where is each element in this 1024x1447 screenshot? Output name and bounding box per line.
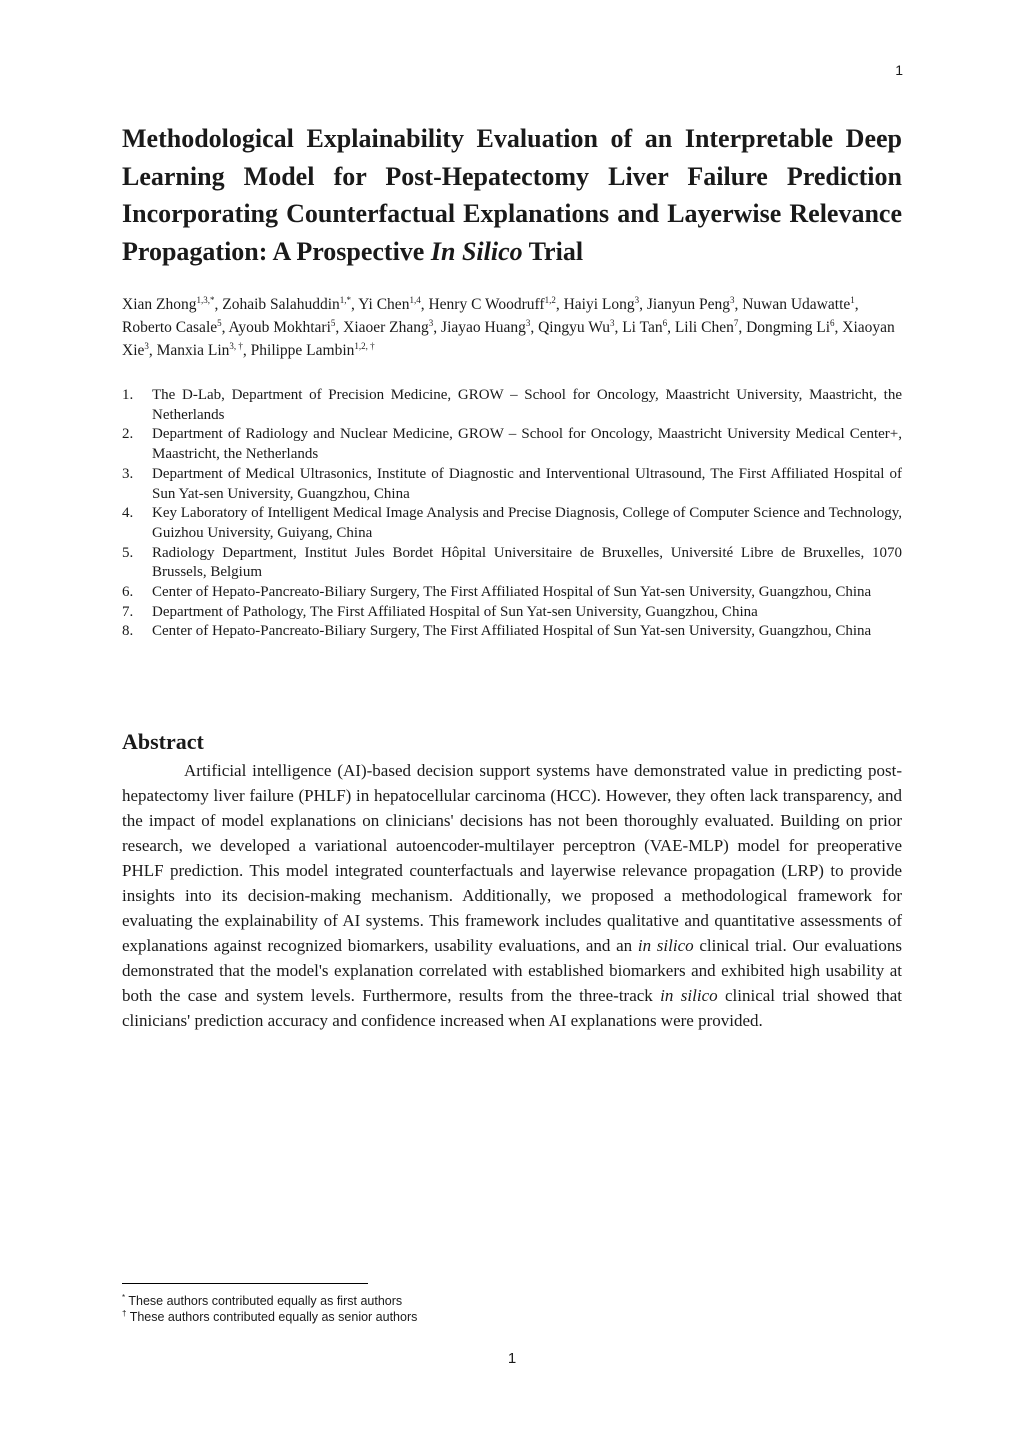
author-affiliation-marker: 5 (330, 317, 336, 328)
author-name: Manxia Lin (156, 342, 230, 359)
affiliation-number: 2. (122, 426, 134, 443)
author-affiliation-marker: 5 (217, 317, 222, 328)
author-affiliation-marker: 1,3,* (196, 294, 215, 305)
author-affiliation-marker: 3 (428, 317, 434, 328)
affiliation-number: 7. (122, 603, 134, 620)
author-affiliation-marker: 6 (830, 317, 835, 328)
author-list: Xian Zhong$^{1,3,*}$, Zohaib Salahuddin$^{1,*}$, Yi Chen$^{1,4}$, Henry C Woodruff$^{1,2}$, Haiyi Long$^3$, Jianyun Peng$^3$, Nuwan Udawatte$^1$, Roberto Casale$^5$, Ayoub Mokhtari$^5$, Xiaoer Zhang$^3$, Jiayao Huang$^3$, Qingyu Wu$^3$, Li Tan$^6$, Lili Chen$^7$, Dongming Li$^6$, Xiaoyan Xie$^3$, Manxia Lin$^{3, \dagger}$, Philippe Lambin$^{1,2, \dagger}$ (122, 294, 895, 359)
author-name: Haiyi Long (563, 296, 635, 313)
footer-page-number: 1 (507, 1350, 517, 1367)
author (157, 342, 243, 359)
author-affiliation-marker: 1,* (339, 294, 352, 305)
author-name: Yi Chen (358, 296, 410, 313)
author (647, 296, 735, 313)
affiliation-item (122, 603, 902, 623)
author-name: Henry C Woodruff (428, 296, 545, 313)
footnote-mark: † (122, 1308, 127, 1318)
affiliation-item (122, 465, 902, 504)
abstract-heading: Abstract (122, 729, 204, 754)
affiliation-number: 6. (122, 584, 134, 601)
abstract-body (122, 758, 902, 1033)
author (441, 319, 530, 336)
author-affiliation-marker: 1 (850, 294, 855, 305)
author (746, 319, 834, 336)
author (428, 296, 555, 313)
affiliation-number: 4. (122, 505, 134, 522)
footnote-divider (122, 1283, 368, 1284)
author-affiliation-marker: 1,2 (544, 294, 556, 305)
affiliation-item (122, 622, 902, 642)
author (122, 296, 214, 313)
author-name: Roberto Casale (122, 319, 218, 336)
author-name: Zohaib Salahuddin (222, 296, 340, 313)
abstract-text-3: clinical trial showed that clinicians' prediction accuracy and confidence increased when AI explanations were provided. (122, 986, 902, 1030)
author-name: Qingyu Wu (538, 319, 610, 336)
footnotes (122, 1293, 417, 1325)
footnote-text: These authors contributed equally as first authors (125, 1294, 403, 1308)
author-name: Nuwan Udawatte (742, 296, 851, 313)
affiliation-item (122, 544, 902, 583)
affiliation-text: Department of Radiology and Nuclear Medicine, GROW – School for Oncology, Maastricht University Medical Center+, Maastricht, the Netherlands (152, 426, 902, 463)
affiliation-text: Key Laboratory of Intelligent Medical Image Analysis and Precise Diagnosis, College of Computer Science and Technology, Guizhou University, Guiyang, China (152, 505, 902, 541)
abstract-italic-1: in silico (637, 936, 694, 955)
author-affiliation-marker: 3, † (229, 340, 243, 351)
author (564, 296, 640, 313)
header-page-number: 1 (895, 62, 903, 78)
affiliation-list (122, 386, 902, 642)
author-affiliation-marker: 3 (609, 317, 615, 328)
paper-title (122, 120, 902, 270)
affiliation-item (122, 583, 902, 603)
author-name: Lili Chen (674, 319, 734, 336)
author (122, 319, 222, 336)
author-name: Xiaoer Zhang (343, 319, 429, 336)
author (742, 296, 855, 313)
author (251, 342, 375, 359)
author-name: Xian Zhong (122, 296, 197, 313)
author-affiliation-marker: 3 (144, 340, 149, 351)
affiliation-text: Center of Hepato-Pancreato-Biliary Surgery, The First Affiliated Hospital of Sun Yat-sen University, Guangzhou, China (152, 584, 872, 601)
affiliation-item (122, 504, 902, 543)
abstract-italic-2: in silico (660, 986, 718, 1005)
author-name: Dongming Li (746, 319, 831, 336)
author-affiliation-marker: 3 (729, 294, 735, 305)
affiliation-item (122, 425, 902, 464)
affiliation-text: Radiology Department, Institut Jules Bordet Hôpital Universitaire de Bruxelles, Université Libre de Bruxelles, 1070 Brussels, Belgium (152, 544, 902, 581)
title-italic: In Silico (430, 236, 523, 266)
author (229, 319, 336, 336)
footnote (122, 1309, 417, 1325)
affiliation-text: Center of Hepato-Pancreato-Biliary Surgery, The First Affiliated Hospital of Sun Yat-sen University, Guangzhou, China (152, 623, 872, 640)
author (622, 319, 667, 336)
author-name: Philippe Lambin (250, 342, 355, 359)
footnote-mark: * (122, 1292, 126, 1302)
author-affiliation-marker: 3 (525, 317, 531, 328)
footnote (122, 1293, 417, 1309)
abstract-text-1: Artificial intelligence (AI)-based decision support systems have demonstrated value in predicting post-hepatectomy liver failure (PHLF) in hepatocellular carcinoma (HCC). However, they often lack transparency, and the impact of model explanations on clinicians' decisions has not been thoroughly evaluated. Building on prior research, we developed a variational autoencoder-multilayer perceptron (VAE-MLP) model for preoperative PHLF prediction. This model integrated counterfactuals and layerwise relevance propagation (LRP) to provide insights into its decision-making mechanism. Additionally, we proposed a methodological framework for evaluating the explainability of AI systems. This framework includes qualitative and quantitative assessments of explanations against recognized biomarkers, usability evaluations, and an (122, 761, 902, 955)
affiliation-number: 1. (122, 387, 134, 403)
author-affiliation-marker: 6 (662, 317, 668, 328)
author (358, 296, 421, 313)
title-part1: Methodological Explainability Evaluation of an Interpretable Deep Learning Model for Post-Hepatectomy Liver Failure Prediction Incorporating Counterfactual Explanations and Layerwise Relevance Propagation: A Prospective (122, 124, 902, 266)
abstract-text-2: clinical trial. Our evaluations demonstrated that the model's explanation correlated with established biomarkers and exhibited high usability at both the case and system levels. Furthermore, results from the three-track (122, 936, 902, 1005)
affiliation-text: Department of Pathology, The First Affiliated Hospital of Sun Yat-sen University, Guangzhou, China (152, 603, 758, 620)
author-name: Jiayao Huang (441, 319, 526, 336)
affiliation-number: 8. (122, 623, 134, 640)
author (343, 319, 433, 336)
affiliation-text: The D-Lab, Department of Precision Medicine, GROW – School for Oncology, Maastricht University, Maastricht, the Netherlands (152, 387, 902, 423)
affiliation-number: 5. (122, 544, 134, 561)
affiliation-number: 3. (122, 465, 134, 482)
affiliation-item (122, 386, 902, 425)
footnote-text: These authors contributed equally as senior authors (126, 1310, 418, 1324)
author-affiliation-marker: 1,4 (409, 294, 421, 305)
author-name: Ayoub Mokhtari (228, 319, 331, 336)
author-affiliation-marker: 1,2, † (354, 340, 375, 351)
title-part2: Trial (522, 236, 584, 266)
author-affiliation-marker: 7 (733, 317, 739, 328)
author (675, 319, 738, 336)
author-affiliation-marker: 3 (634, 294, 640, 305)
author (538, 319, 614, 336)
author-name: Xiaoyan Xie (122, 319, 895, 359)
author (222, 296, 351, 313)
author-name: Jianyun Peng (646, 296, 730, 313)
affiliation-text: Department of Medical Ultrasonics, Institute of Diagnostic and Interventional Ultrasound, The First Affiliated Hospital of Sun Yat-sen University, Guangzhou, China (152, 465, 902, 502)
author-name: Li Tan (622, 319, 663, 336)
